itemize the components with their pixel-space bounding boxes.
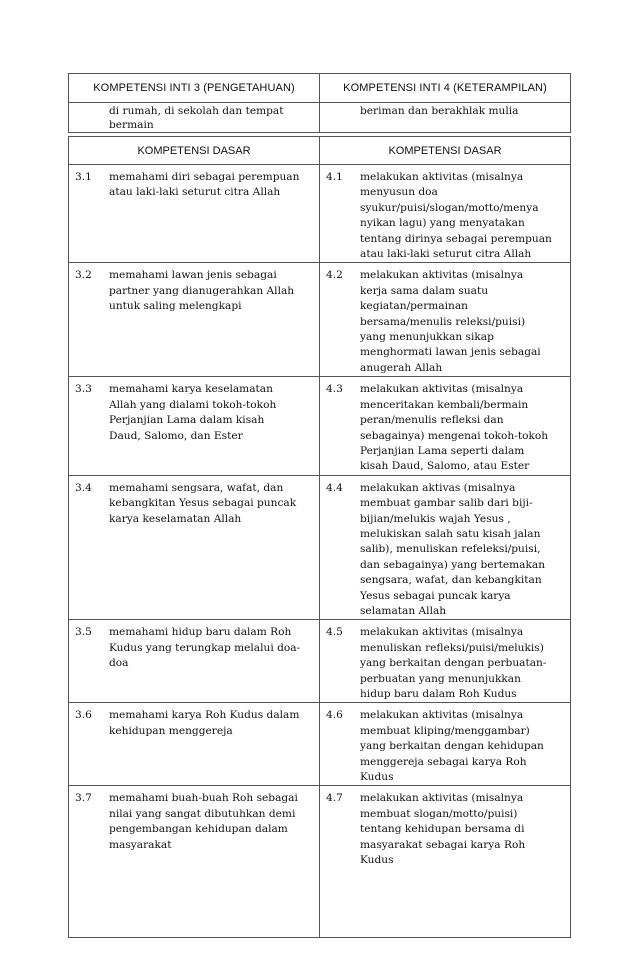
kd-row-7 <box>69 786 571 938</box>
kd4-text: melakukan aktivitas (misalnya membuat slogan/motto/puisi) tentang kehidupan bersama di masyarakat sebagai karya Roh Kudus <box>360 792 526 867</box>
ki-header-row <box>69 74 571 103</box>
kd-row-3 <box>69 377 571 475</box>
kd4-text: melakukan aktivitas (misalnya menceritakan kembali/bermain peran/menulis refleksi dan sebagainya) mengenai tokoh-tokoh Perjanjian Lama seperti dalam kisah Daud, Salomo, atau Ester <box>360 383 549 473</box>
kd3-text: memahami hidup baru dalam Roh Kudus yang terungkap melalui doa- doa <box>109 626 301 670</box>
kd3-number: 3.6 <box>75 709 92 722</box>
kd3-number: 3.1 <box>75 171 92 183</box>
ki-continuation-row <box>69 103 571 133</box>
kd3-text: memahami diri sebagai perempuan atau laki-laki seturut citra Allah <box>109 171 300 199</box>
kd3-number: 3.5 <box>75 626 92 639</box>
kompetensi-dasar-table <box>68 136 571 938</box>
kd3-number: 3.4 <box>75 481 92 494</box>
kd4-text: melakukan aktivitas (misalnya membuat kliping/menggambar) yang berkaitan dengan kehidupan menggereja sebagai karya Roh Kudus <box>360 709 544 784</box>
kd4-number: 4.5 <box>326 626 343 639</box>
kd3-header: KOMPETENSI DASAR <box>69 137 320 165</box>
kd-row-4 <box>69 475 571 620</box>
kd3-text: memahami karya Roh Kudus dalam kehidupan menggereja <box>109 709 300 737</box>
kd4-number: 4.1 <box>326 171 343 183</box>
kd4-number: 4.6 <box>326 709 343 722</box>
kd-row-2 <box>69 263 571 377</box>
kd4-text: melakukan aktivitas (misalnya menyusun doa syukur/puisi/slogan/motto/menya nyikan lagu) yang menyatakan tentang dirinya sebagai perempuan atau laki-laki seturut citra Allah <box>360 171 552 261</box>
ki4-header: KOMPETENSI INTI 4 (KETERAMPILAN) <box>320 74 571 103</box>
ki3-header: KOMPETENSI INTI 3 (PENGETAHUAN) <box>69 74 320 103</box>
kd3-number: 3.2 <box>75 269 92 282</box>
kd3-text: memahami karya keselamatan Allah yang dialami tokoh-tokoh Perjanjian Lama dalam kisah Daud, Salomo, dan Ester <box>109 383 277 442</box>
ki4-continuation-text: beriman dan berakhlak mulia <box>360 105 519 117</box>
kd3-text: memahami buah-buah Roh sebagai nilai yang sangat dibutuhkan demi pengembangan kehidupan dalam masyarakat <box>109 792 298 851</box>
kd3-text: memahami sengsara, wafat, dan kebangkitan Yesus sebagai puncak karya keselamatan Allah <box>109 481 297 525</box>
kd-row-1 <box>69 165 571 263</box>
kd3-number: 3.7 <box>75 792 92 805</box>
kd4-text: melakukan aktivitas (misalnya kerja sama dalam suatu kegiatan/permainan bersama/menulis releksi/puisi) yang menunjukkan sikap menghormati lawan jenis sebagai anugerah Allah <box>360 269 541 374</box>
kd4-number: 4.4 <box>326 481 343 494</box>
kd-row-6 <box>69 703 571 786</box>
kd4-number: 4.7 <box>326 792 343 805</box>
kd-header-row <box>69 137 571 165</box>
ki3-continuation-text: di rumah, di sekolah dan tempat bermain <box>109 105 284 131</box>
kd3-text: memahami lawan jenis sebagai partner yang dianugerahkan Allah untuk saling melengkapi <box>109 269 295 313</box>
kd-row-5 <box>69 620 571 703</box>
kd4-number: 4.2 <box>326 269 343 282</box>
kd4-text: melakukan aktivitas (misalnya menuliskan refleksi/puisi/melukis) yang berkaitan dengan perbuatan- perbuatan yang menunjukkan hidup baru dalam Roh Kudus <box>360 626 547 700</box>
kd4-number: 4.3 <box>326 383 343 396</box>
kd3-number: 3.3 <box>75 383 92 396</box>
kd4-text: melakukan aktivas (misalnya membuat gambar salib dari biji- bijian/melukis wajah Yesus , melukiskan salah satu kisah jalan salib), menuliskan refeleksi/puisi, dan sebagainya) yang bertemakan sengsara, wafat, dan kebangkitan Yesus sebagai puncak karya selamatan Allah <box>360 481 546 617</box>
kd4-header: KOMPETENSI DASAR <box>320 137 571 165</box>
kompetensi-inti-table <box>68 73 571 133</box>
